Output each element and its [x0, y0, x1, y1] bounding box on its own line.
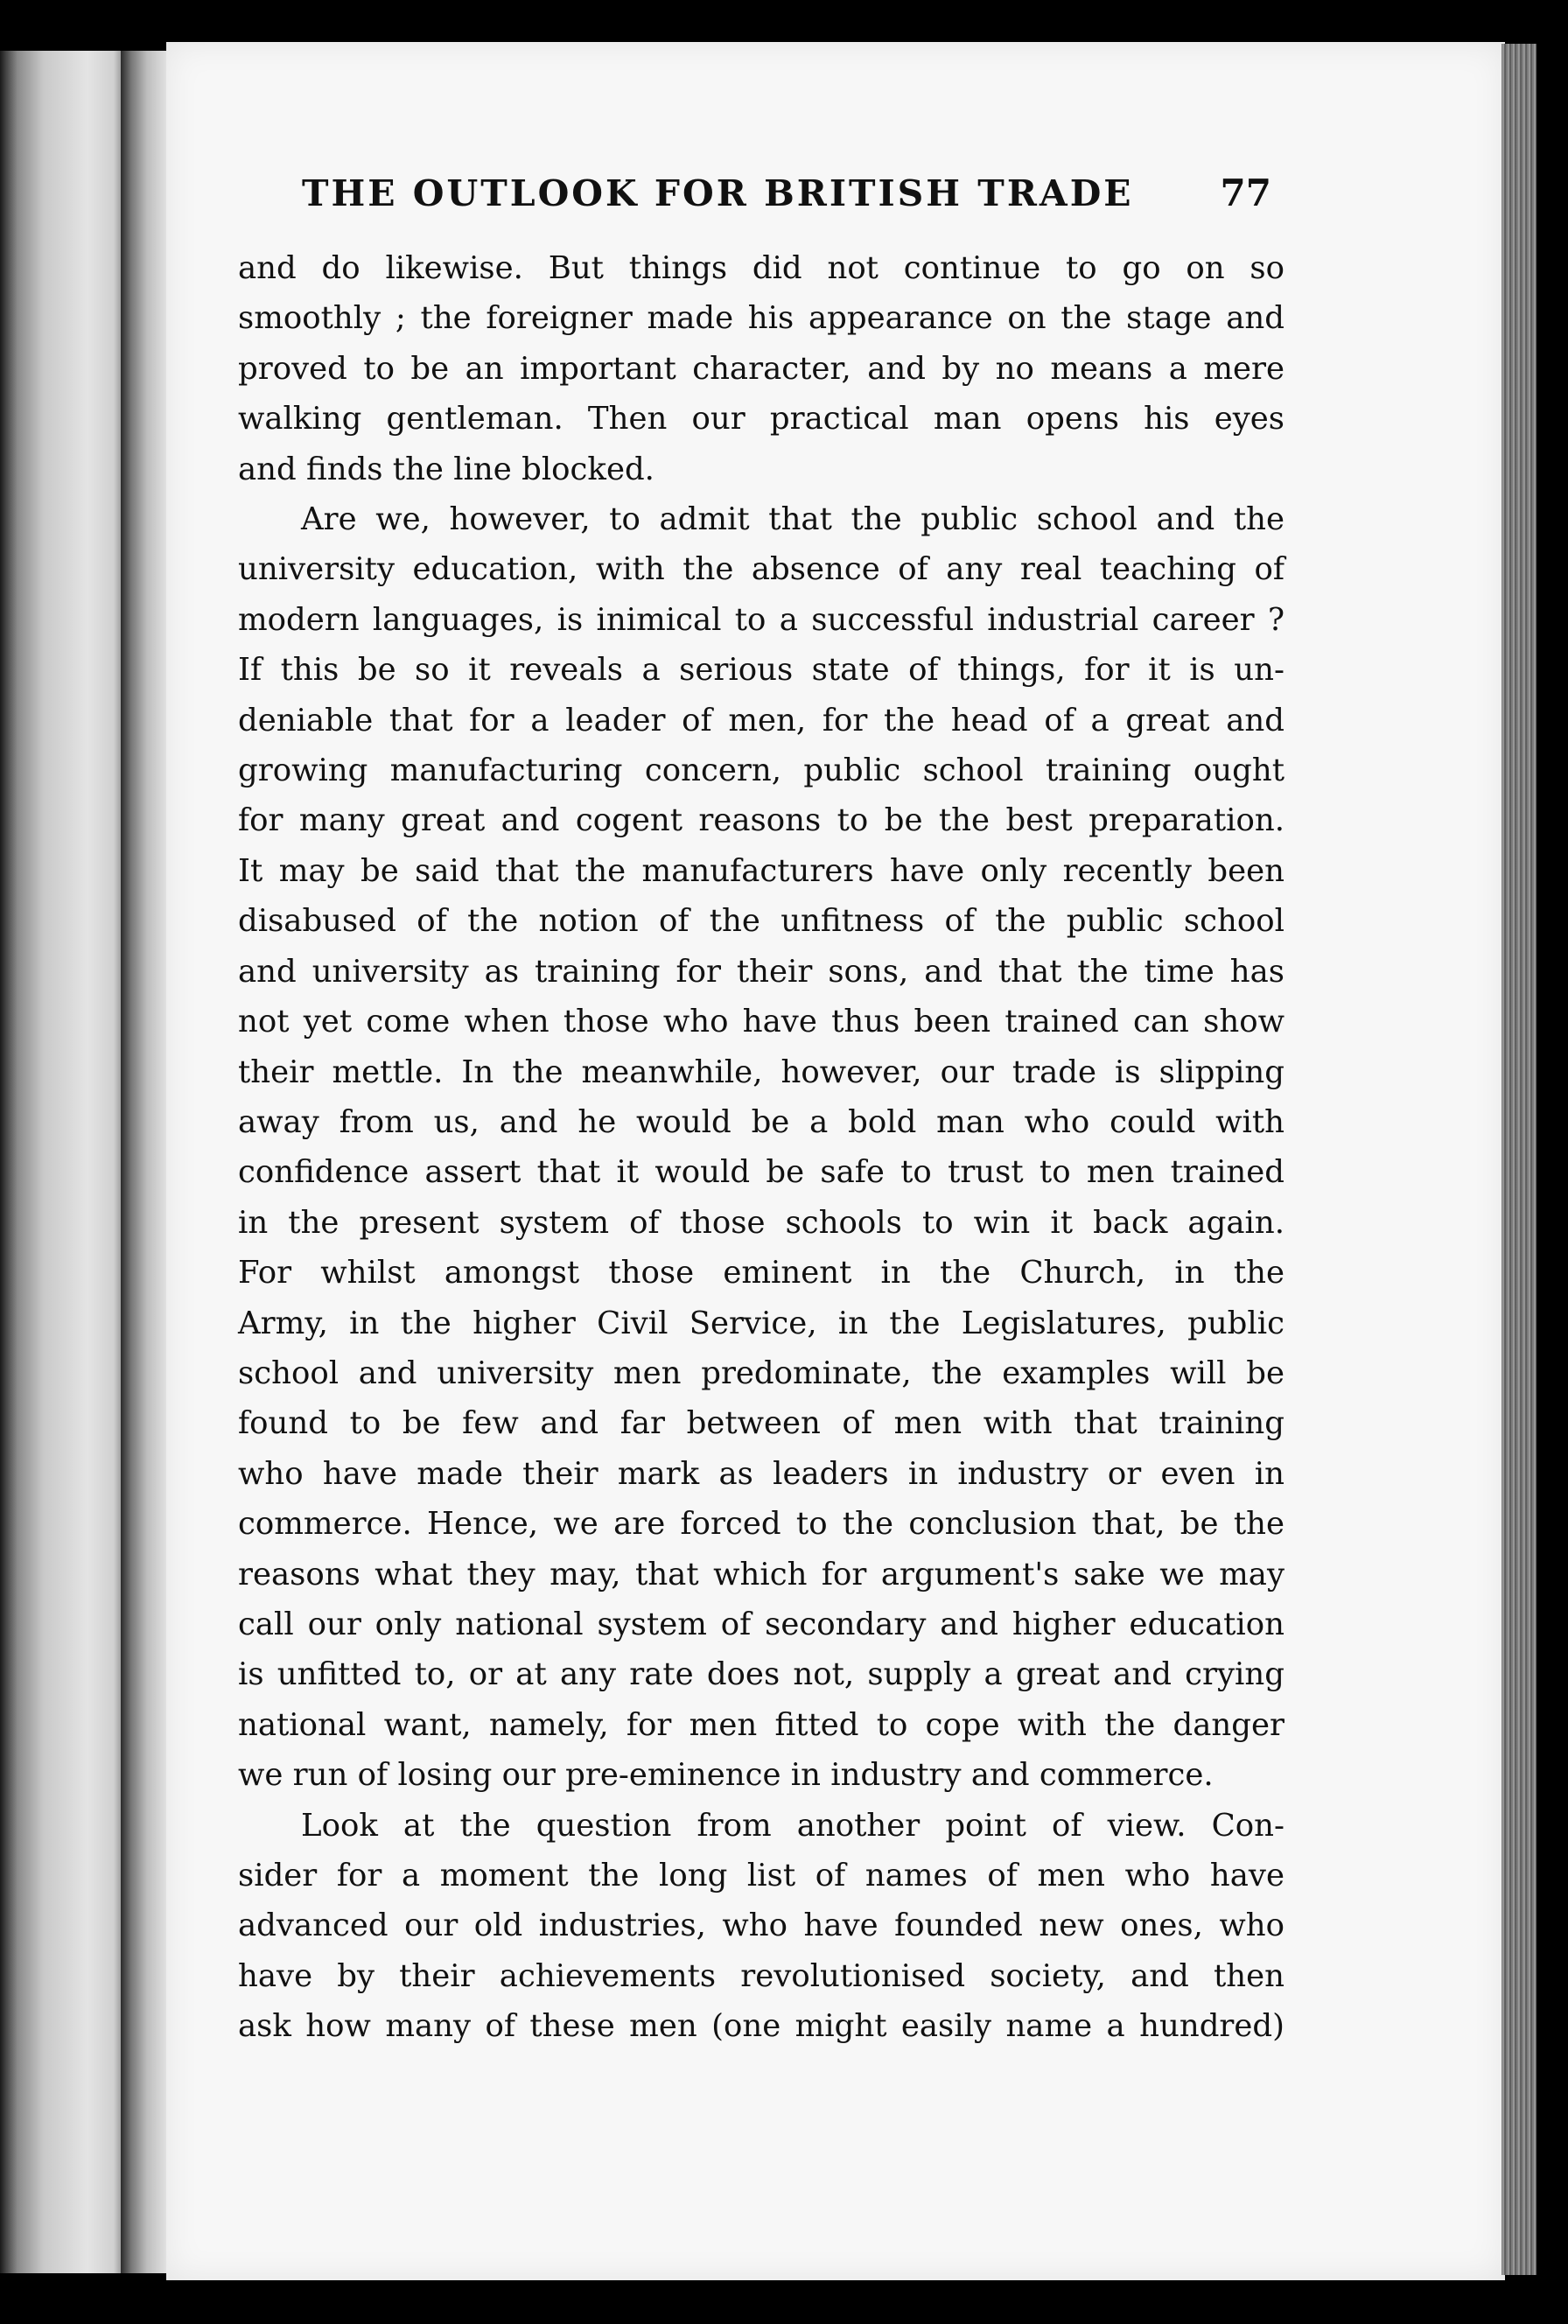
text-line: advanced our old industries, who have founded new ones, who — [238, 1908, 1284, 1944]
text-line: not yet come when those who have thus been trained can show — [238, 1004, 1284, 1040]
text-line: call our only national system of secondary and higher education — [238, 1606, 1284, 1642]
text-line: modern languages, is inimical to a successful industrial career ? — [238, 601, 1284, 638]
page-stack-edge — [1502, 44, 1536, 2275]
text-line: who have made their mark as leaders in industry or even in — [238, 1455, 1284, 1492]
text-line: smoothly ; the foreigner made his appearance on the stage and — [238, 300, 1284, 337]
running-head: THE OUTLOOK FOR BRITISH TRADE — [302, 172, 1134, 214]
text-line: school and university men predominate, the examples will be — [238, 1354, 1284, 1391]
facing-page-edge — [0, 51, 131, 2273]
text-line: It may be said that the manufacturers have only recently been — [238, 852, 1284, 889]
text-line: in the present system of those schools to win it back again. — [238, 1204, 1284, 1241]
text-line: proved to be an important character, and by no means a mere — [238, 350, 1284, 387]
paragraph — [238, 494, 1284, 1801]
text-line: confidence assert that it would be safe to trust to men trained — [238, 1154, 1284, 1191]
text-line: deniable that for a leader of men, for the head of a great and — [238, 702, 1284, 738]
text-line: commerce. Hence, we are forced to the conclusion that, be the — [238, 1506, 1284, 1543]
text-line: and do likewise. But things did not continue to go on so — [238, 250, 1284, 286]
text-line: Look at the question from another point of view. Con- — [301, 1807, 1284, 1844]
paragraph — [238, 1801, 1284, 2052]
page-header — [302, 172, 1271, 220]
text-line: For whilst amongst those eminent in the Church, in the — [238, 1255, 1284, 1292]
text-line: growing manufacturing concern, public school training ought — [238, 752, 1284, 789]
text-line: away from us, and he would be a bold man who could with — [238, 1103, 1284, 1140]
text-line: sider for a moment the long list of names of men who have — [238, 1858, 1284, 1894]
text-line: and university as training for their sons, and that the time has — [238, 953, 1284, 990]
text-line: is unfitted to, or at any rate does not, supply a great and crying — [238, 1656, 1284, 1693]
text-line: found to be few and far between of men with that training — [238, 1405, 1284, 1442]
text-line: national want, namely, for men fitted to cope with the danger — [238, 1706, 1284, 1743]
text-line: their mettle. In the meanwhile, however, our trade is slipping — [238, 1054, 1284, 1090]
text-line: walking gentleman. Then our practical man opens his eyes — [238, 401, 1284, 438]
text-line: Are we, however, to admit that the public school and the — [301, 501, 1284, 538]
text-line: have by their achievements revolutionised society, and then — [238, 1957, 1284, 1994]
text-line: and finds the line blocked. — [238, 451, 654, 487]
text-line: If this be so it reveals a serious state of things, for it is un- — [238, 652, 1284, 689]
text-line: reasons what they may, that which for argument's sake we may — [238, 1556, 1284, 1592]
paragraph — [238, 243, 1284, 494]
text-line: university education, with the absence of any real teaching of — [238, 551, 1284, 588]
text-line: disabused of the notion of the unfitness of the public school — [238, 903, 1284, 940]
text-line: we run of losing our pre-eminence in industry and commerce. — [238, 1757, 1214, 1794]
body-text — [238, 243, 1284, 2052]
text-line: for many great and cogent reasons to be the best preparation. — [238, 802, 1284, 839]
text-line: ask how many of these men (one might easily name a hundred) — [238, 2008, 1284, 2045]
page-number: 77 — [1220, 172, 1271, 214]
text-line: Army, in the higher Civil Service, in the Legislatures, public — [238, 1305, 1284, 1341]
book-gutter-shadow — [121, 51, 172, 2273]
